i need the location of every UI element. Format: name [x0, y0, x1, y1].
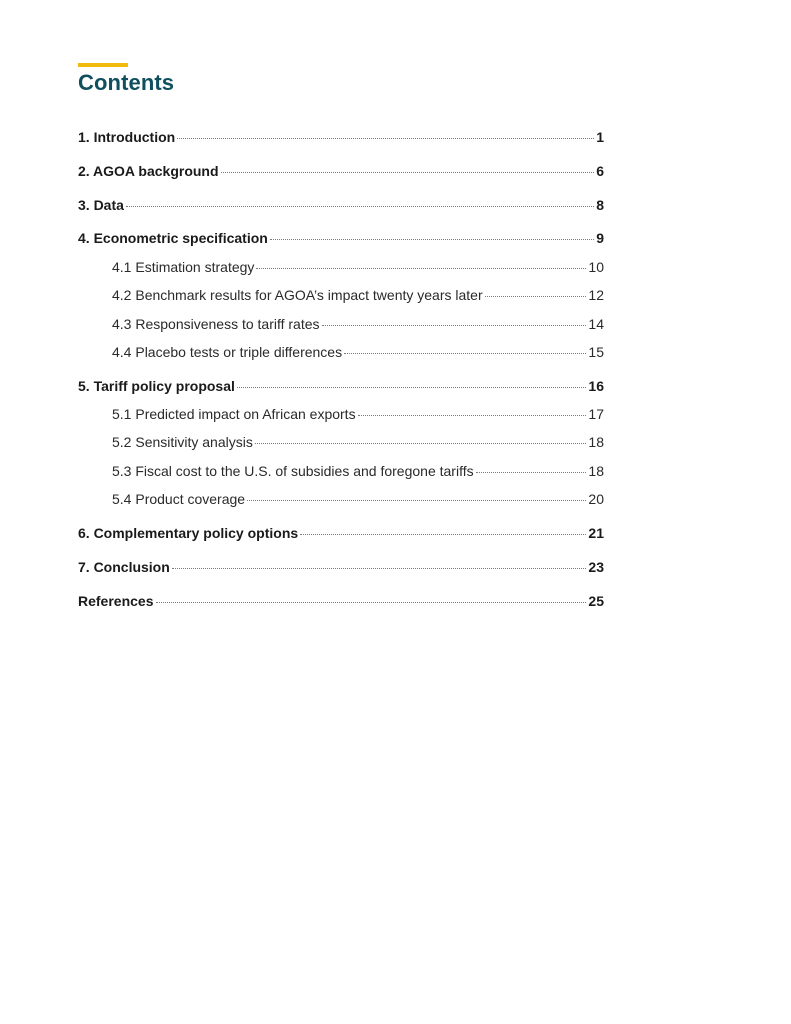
toc-page-number: 21 [588, 525, 604, 541]
toc-page-number: 8 [596, 197, 604, 213]
toc-entry-complementary-policy-options[interactable] [78, 524, 604, 542]
toc-dot-leader [322, 325, 587, 326]
toc-entry-references[interactable] [78, 592, 604, 610]
toc-page-number: 20 [588, 491, 604, 507]
toc-entry-agoa-background[interactable] [78, 162, 604, 180]
toc-entry-label: References [78, 593, 154, 609]
toc-page-number: 1 [596, 129, 604, 145]
toc-dot-leader [300, 534, 586, 535]
toc-dot-leader [476, 472, 587, 473]
toc-entry-label: 2. AGOA background [78, 163, 219, 179]
toc-entry-predicted-impact[interactable] [112, 405, 604, 423]
toc-entry-econometric-specification[interactable] [78, 229, 604, 247]
toc-dot-leader [485, 296, 587, 297]
toc-entry-product-coverage[interactable] [112, 490, 604, 508]
toc-entry-label: 3. Data [78, 197, 124, 213]
toc-dot-leader [255, 443, 587, 444]
toc-entry-label: 4.2 Benchmark results for AGOA’s impact twenty years later [112, 287, 483, 303]
toc-entry-label: 4.1 Estimation strategy [112, 259, 255, 275]
toc-dot-leader [237, 387, 587, 388]
toc-entry-benchmark-results[interactable] [112, 286, 604, 304]
toc-page-number: 14 [588, 316, 604, 332]
toc-page-number: 18 [588, 434, 604, 450]
toc-entry-tariff-policy-proposal[interactable] [78, 377, 604, 395]
toc-page-number: 6 [596, 163, 604, 179]
toc-entry-fiscal-cost[interactable] [112, 462, 604, 480]
toc-entry-sensitivity-analysis[interactable] [112, 433, 604, 451]
toc-page-number: 23 [588, 559, 604, 575]
toc-entry-conclusion[interactable] [78, 558, 604, 576]
toc-dot-leader [247, 500, 586, 501]
toc-entry-label: 1. Introduction [78, 129, 176, 145]
toc-entry-data[interactable] [78, 196, 604, 214]
toc-page-number: 16 [588, 378, 604, 394]
toc-dot-leader [270, 239, 594, 240]
toc-entry-estimation-strategy[interactable] [112, 258, 604, 276]
toc-dot-leader [358, 415, 587, 416]
toc-entry-responsiveness-tariff-rates[interactable] [112, 315, 604, 333]
toc-dot-leader [221, 172, 595, 173]
toc-page-number: 15 [588, 344, 604, 360]
toc-dot-leader [172, 568, 587, 569]
toc-entry-label: 5.2 Sensitivity analysis [112, 434, 253, 450]
toc-page-number: 17 [588, 406, 604, 422]
toc-dot-leader [344, 353, 586, 354]
title-accent-bar [78, 63, 128, 67]
toc-dot-leader [256, 268, 586, 269]
toc-dot-leader [126, 206, 594, 207]
toc-entry-label: 7. Conclusion [78, 559, 170, 575]
toc-page-number: 10 [588, 259, 604, 275]
toc-entry-label: 4.3 Responsiveness to tariff rates [112, 316, 320, 332]
page-title: Contents [78, 70, 175, 95]
toc-dot-leader [156, 602, 587, 603]
toc-entry-label: 5. Tariff policy proposal [78, 378, 235, 394]
toc-entry-label: 4.4 Placebo tests or triple differences [112, 344, 343, 360]
toc-entry-label: 4. Econometric specification [78, 230, 268, 246]
toc-dot-leader [177, 138, 594, 139]
toc-page-number: 25 [588, 593, 604, 609]
toc-entry-label: 6. Complementary policy options [78, 525, 299, 541]
toc-entry-introduction[interactable] [78, 128, 604, 146]
toc-entry-placebo-tests[interactable] [112, 343, 604, 361]
toc-entry-label: 5.1 Predicted impact on African exports [112, 406, 356, 422]
toc-page-number: 9 [596, 230, 604, 246]
toc-page-number: 18 [588, 463, 604, 479]
toc-page-number: 12 [588, 287, 604, 303]
toc-entry-label: 5.3 Fiscal cost to the U.S. of subsidies and foregone tariffs [112, 463, 474, 479]
toc-entry-label: 5.4 Product coverage [112, 491, 246, 507]
